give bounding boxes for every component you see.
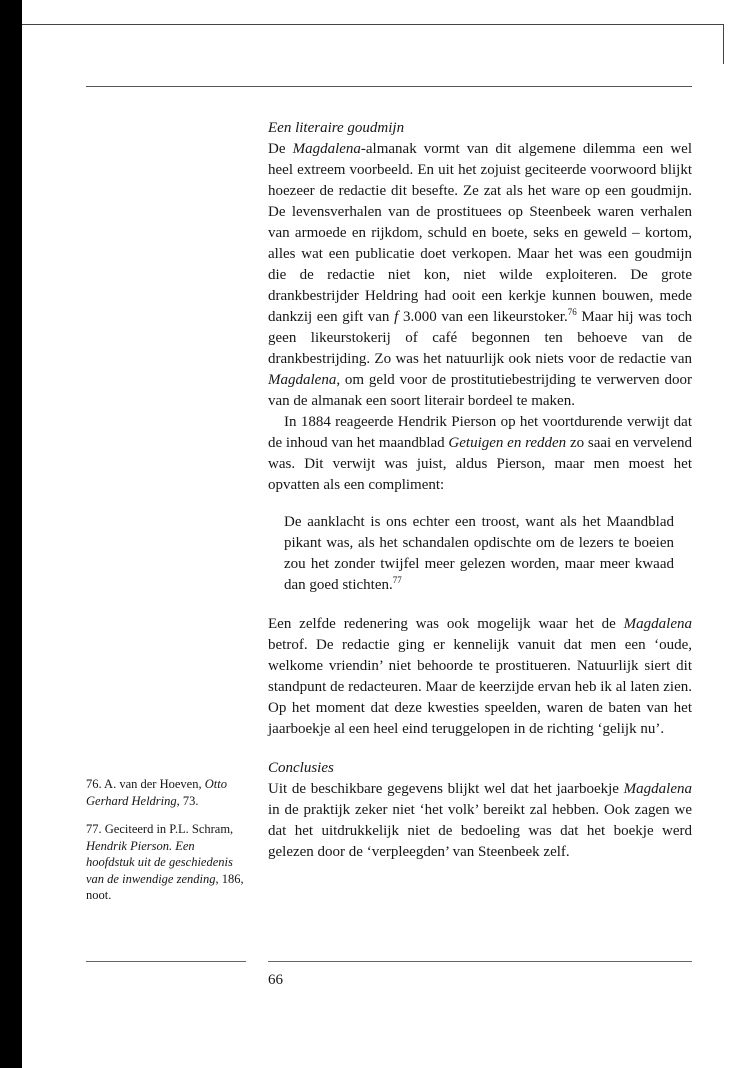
quote-text [284,512,674,596]
emphasis: Hendrik Pierson. Een hoofdstuk uit de geschiedenis van de inwendige zending [86,838,233,886]
emphasis: Magdalena [292,141,361,157]
crop-mark-right [723,24,724,64]
text-run: , 73. [176,793,199,808]
footer-rule [86,961,246,962]
emphasis: Magdalena [623,616,692,632]
text-run: De aanklacht is ons echter een troost, want als het Maandblad pikant was, als het schandalen opdischte om de lezers te boeien zou het zonder twijfel meer gelezen worden, maar meer kwaad dan goed stichten. [284,514,674,593]
footnote [86,821,244,904]
footnote-ref[interactable]: 77 [392,575,402,585]
text-run: , om geld voor de prostitutiebestrijding te verwerven door van de almanak een soort literair bordeel te maken. [268,372,692,409]
page-number: 66 [268,972,283,988]
emphasis: Otto Gerhard Heldring [86,777,227,808]
paragraph [268,614,692,740]
text-run: Maar hij was toch geen likeurstokerij of café begonnen ten behoeve van de drankbestrijding. Zo was het natuurlijk ook niets voor de redactie van [268,309,692,367]
text-run: De [268,141,293,157]
footnote-number: 76. [86,777,102,791]
paragraph [268,139,692,412]
scan-edge [0,0,22,1068]
text-run: In 1884 reageerde Hendrik Pierson op het voortdurende verwijt dat de inhoud van het maandblad [268,414,692,451]
text-run: Een zelfde redenering was ook mogelijk waar het de [268,616,624,632]
section-heading: Een literaire goudmijn [268,120,405,136]
florin-sign: f [394,309,399,325]
text-run: in de praktijk zeker niet ‘het volk’ bereikt zal hebben. Ook zagen we dat het uitdrukkelijk niet de bedoeling was dat het boekje werd gelezen door de ‘verpleegden’ van Steenbeek zelf. [268,802,692,860]
text-run: betrof. De redactie ging er kennelijk vanuit dat men een ‘oude, welkome vriendin’ niet behoorde te prostitueren. Natuurlijk siert dit standpunt de redacteuren. Maar de keerzijde ervan heb ik al laten zien. Op het moment dat deze kwesties speelden, waren de baten van het jaarboekje al een heel eind teruggelopen in de richting ‘gelijk nu’. [268,637,692,737]
header-rule [86,86,692,87]
emphasis: Getuigen en redden [448,435,567,451]
footnote-ref[interactable]: 76 [567,307,577,317]
footnotes [86,776,244,916]
text-run: Geciteerd in P.L. Schram, [101,822,234,836]
text-run: Uit de beschikbare gegevens blijkt wel dat het jaarboekje [268,781,624,797]
footnote [86,776,244,809]
text-run: , 186, noot. [86,871,244,902]
emphasis: Magdalena [268,372,337,388]
text-run: zo saai en vervelend was. Dit verwijt was juist, aldus Pierson, maar men moest het opvatten als een compliment: [268,435,692,493]
footer-rule [268,961,692,962]
footnote-number: 77. [86,822,102,836]
main-text-column [268,118,692,863]
text-run: A. van der Hoeven, [101,777,205,791]
block-quote [284,512,674,596]
text-run: -almanak vormt van dit algemene dilemma een wel heel extreem voorbeeld. En uit het zojuist geciteerde voorwoord blijkt hoezeer de redactie dit besefte. Ze zat als het ware op een goudmijn. De levensverhalen van de prostituees op Steenbeek waren verhalen van armoede en rijkdom, schuld en boete, seks en geweld – kortom, alles wat een publicatie doet verkopen. Maar het was een goudmijn die de redactie niet kon, niet wilde exploiteren. De grote drankbestrijder Heldring had ooit een kerkje kunnen bouwen, mede dankzij een gift van [268,141,692,325]
text-run: 3.000 van een likeurstoker. [398,309,568,325]
section-heading: Conclusies [268,760,334,776]
paragraph [268,412,692,496]
paragraph [268,779,692,863]
crop-mark [22,24,32,35]
crop-rule-top [22,24,724,25]
emphasis: Magdalena [623,781,692,797]
